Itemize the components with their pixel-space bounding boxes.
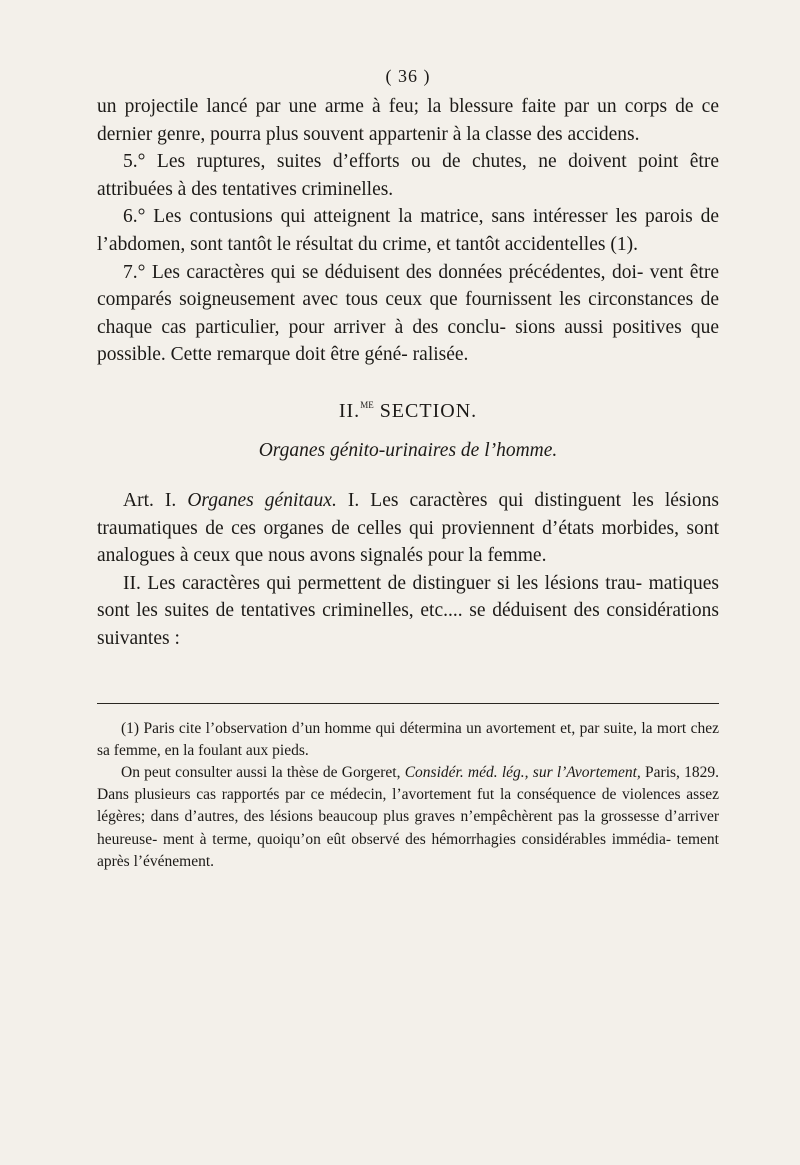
section-number: II. xyxy=(338,399,361,422)
footnote-paragraph-1: (1) Paris cite l’observation d’un homme qui détermina un avortement et, par suite, la mort chez sa femme, en la foulant aux pieds. xyxy=(97,719,719,759)
footnote-divider xyxy=(97,703,719,704)
article-text: I. Les caractères qui distinguent les lésions traumatiques de ces organes de celles qui proviennent d’états morbides, sont analogues à ceux que nous avons signalés pour la femme. xyxy=(97,489,720,567)
article-paragraph-2: II. Les caractères qui permettent de distinguer si les lésions trau- matiques sont les suites de tentatives criminelles, etc.... se déduisent des considérations suivantes : xyxy=(97,572,719,649)
article-label: Art. I. xyxy=(123,489,177,511)
paragraph-item-5: 5.° Les ruptures, suites d’efforts ou de chutes, ne doivent point être attribuées à des tentatives criminelles. xyxy=(97,151,719,200)
footnote-paragraph-2 xyxy=(97,762,719,873)
section-number-suffix: ME xyxy=(360,399,374,410)
paragraph-continuation: un projectile lancé par une arme à feu; la blessure faite par un corps de ce dernier genre, pourra plus souvent appartenir à la classe des accidens. xyxy=(97,96,719,145)
section-heading xyxy=(97,391,719,425)
paragraph-item-6: 6.° Les contusions qui atteignent la matrice, sans intéresser les parois de l’abdomen, sont tantôt le résultat du crime, et tantôt accidentelles (1). xyxy=(97,206,719,255)
paragraph-item-7: 7.° Les caractères qui se déduisent des données précédentes, doi- vent être comparés soigneusement avec tous ceux que fournissent les circonstances de chaque cas particulier, pour arriver à des conclu- sions aussi positives que possible. Cette remarque doit être géné- ralisée. xyxy=(97,261,719,366)
article-title: Organes génitaux. xyxy=(187,489,337,511)
section-subtitle: Organes génito-urinaires de l’homme. xyxy=(258,439,558,461)
page-content xyxy=(97,66,719,873)
footnote-citation: Considér. méd. lég., sur l’Avortement, xyxy=(404,763,641,781)
footnote-text-start: On peut consulter aussi la thèse de Gorgeret, xyxy=(121,763,401,781)
article-paragraph-1 xyxy=(97,487,719,570)
section-title: SECTION. xyxy=(379,399,478,422)
footnote xyxy=(97,718,719,873)
footnote-text-rest: Paris, 1829. Dans plusieurs cas rapportés par ce médecin, l’avortement fut la conséquence de violences assez légères; dans d’autres, des lésions beaucoup plus graves n’empêchèrent pas la grossesse d’arriver heureuse- ment à terme, quoiqu’on eût observé des hémorrhagies considérables immédia- tement après l’événement. xyxy=(97,763,720,870)
main-text xyxy=(97,93,719,653)
page-number: ( 36 ) xyxy=(385,66,431,86)
